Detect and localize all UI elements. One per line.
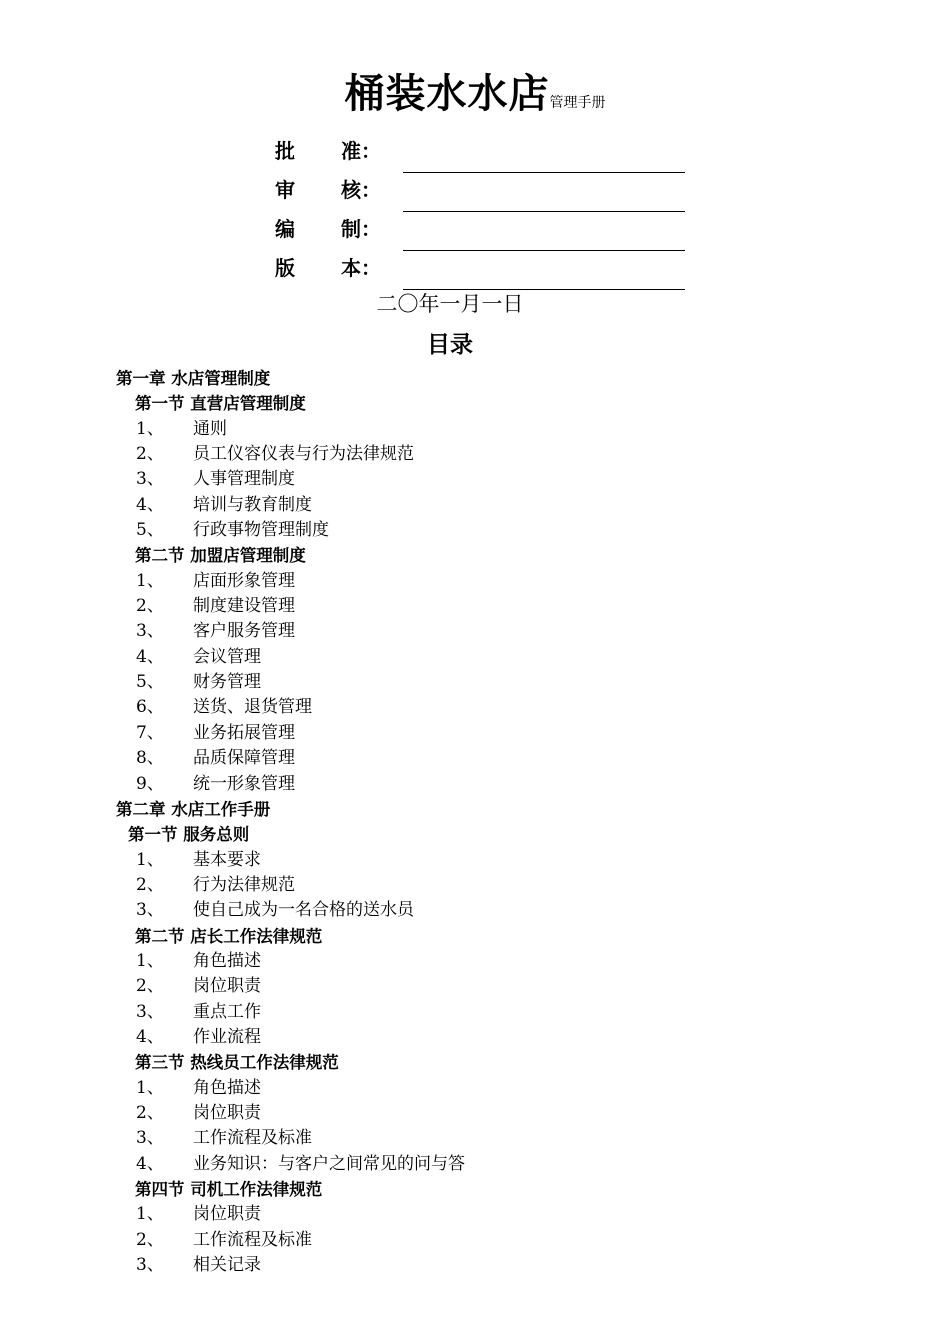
toc-section-row <box>0 1177 950 1202</box>
toc-item-number: 2、 <box>136 1102 164 1123</box>
toc-item-number: 1、 <box>136 418 164 439</box>
toc-item-number: 1、 <box>136 1077 164 1098</box>
toc-section-title: 第二节 店长工作法律规范 <box>135 926 323 946</box>
toc-item-number: 2、 <box>136 976 164 997</box>
toc-chapter-title: 第一章 水店管理制度 <box>116 369 271 388</box>
toc-item-number: 7、 <box>136 722 164 743</box>
toc-item-number: 4、 <box>136 494 164 515</box>
toc-section-title: 第一节 服务总则 <box>128 825 250 845</box>
toc-section-row <box>0 391 950 416</box>
toc-item-text: 品质保障管理 <box>193 748 295 769</box>
toc-chapter-title: 第二章 水店工作手册 <box>116 799 271 819</box>
approval-label-char: 编 <box>275 217 295 241</box>
toc-item-row <box>0 772 950 797</box>
toc-item-row <box>0 1076 950 1101</box>
toc-item-text: 角色描述 <box>193 1077 261 1098</box>
toc-item-number: 5、 <box>136 672 164 693</box>
toc-item-text: 岗位职责 <box>193 1102 261 1123</box>
toc-item-text: 行政事物管理制度 <box>193 520 329 541</box>
signature-line <box>403 172 685 173</box>
table-of-contents <box>0 366 950 1278</box>
toc-item-row <box>0 949 950 974</box>
toc-item-row <box>0 898 950 923</box>
toc-item-number: 4、 <box>136 646 164 667</box>
toc-item-number: 3、 <box>136 900 164 921</box>
toc-item-number: 1、 <box>136 570 164 591</box>
toc-item-number: 3、 <box>136 469 164 490</box>
toc-section-title: 第三节 热线员工作法律规范 <box>135 1053 339 1073</box>
toc-item-number: 2、 <box>136 874 164 895</box>
toc-item-row <box>0 1152 950 1177</box>
toc-item-text: 角色描述 <box>193 950 261 971</box>
toc-item-text: 会议管理 <box>193 646 261 667</box>
toc-item-row <box>0 518 950 543</box>
approval-label-char: 核： <box>341 178 381 202</box>
toc-item-row <box>0 493 950 518</box>
toc-item-text: 岗位职责 <box>193 976 261 997</box>
toc-item-row <box>0 619 950 644</box>
toc-item-text: 店面形象管理 <box>193 570 295 591</box>
toc-item-text: 财务管理 <box>193 672 261 693</box>
toc-item-number: 5、 <box>136 520 164 541</box>
toc-section-row <box>0 543 950 568</box>
toc-item-row <box>0 974 950 999</box>
toc-item-row <box>0 417 950 442</box>
toc-item-text: 业务知识：与客户之间常见的问与答 <box>193 1153 465 1174</box>
toc-item-number: 2、 <box>136 444 164 465</box>
toc-item-text: 客户服务管理 <box>193 621 295 642</box>
toc-section-title: 第一节 直营店管理制度 <box>135 394 306 414</box>
toc-item-row <box>0 594 950 619</box>
toc-item-number: 3、 <box>136 1128 164 1149</box>
toc-item-text: 重点工作 <box>193 1001 261 1022</box>
approval-label-char: 版 <box>275 256 295 280</box>
toc-item-number: 1、 <box>136 950 164 971</box>
toc-section-title: 第二节 加盟店管理制度 <box>135 546 306 566</box>
toc-item-number: 2、 <box>136 1229 164 1250</box>
toc-item-text: 人事管理制度 <box>193 469 295 490</box>
toc-item-number: 1、 <box>136 1204 164 1225</box>
toc-section-title: 第四节 司机工作法律规范 <box>135 1180 323 1199</box>
toc-section-row <box>0 822 950 847</box>
signature-line <box>403 211 685 212</box>
toc-item-row <box>0 695 950 720</box>
toc-item-text: 工作流程及标准 <box>193 1229 312 1250</box>
toc-item-number: 3、 <box>136 621 164 642</box>
toc-item-text: 基本要求 <box>193 849 261 870</box>
toc-item-text: 业务拓展管理 <box>193 722 295 743</box>
title-subtitle: 管理手册 <box>549 95 606 111</box>
toc-item-number: 9、 <box>136 773 164 794</box>
toc-item-text: 制度建设管理 <box>193 596 295 617</box>
toc-item-row <box>0 1202 950 1227</box>
title-main: 桶装水水店 <box>344 71 550 117</box>
toc-item-text: 送货、退货管理 <box>193 697 312 718</box>
toc-item-text: 培训与教育制度 <box>193 494 312 515</box>
toc-item-row <box>0 645 950 670</box>
toc-item-text: 员工仪容仪表与行为法律规范 <box>193 444 414 465</box>
toc-item-row <box>0 442 950 467</box>
toc-item-row <box>0 1025 950 1050</box>
toc-item-row <box>0 569 950 594</box>
toc-item-number: 8、 <box>136 748 164 769</box>
toc-item-text: 岗位职责 <box>193 1204 261 1225</box>
toc-heading: 目录 <box>427 332 473 358</box>
toc-item-number: 3、 <box>136 1255 164 1276</box>
toc-item-number: 4、 <box>136 1026 164 1047</box>
toc-item-row <box>0 873 950 898</box>
toc-chapter-row <box>0 366 950 391</box>
signature-line <box>403 250 685 251</box>
approval-label-char: 制： <box>341 217 381 241</box>
toc-item-row <box>0 467 950 492</box>
toc-item-number: 2、 <box>136 596 164 617</box>
toc-item-number: 6、 <box>136 697 164 718</box>
document-title <box>0 62 950 119</box>
toc-item-text: 通则 <box>193 418 227 439</box>
approval-label-char: 批 <box>275 139 295 163</box>
toc-item-row <box>0 1000 950 1025</box>
toc-item-number: 1、 <box>136 849 164 870</box>
toc-item-number: 3、 <box>136 1001 164 1022</box>
toc-item-row <box>0 746 950 771</box>
toc-section-row <box>0 1050 950 1075</box>
toc-item-text: 统一形象管理 <box>193 773 295 794</box>
approval-label-char: 准： <box>341 139 381 163</box>
approval-label-char: 本： <box>341 256 381 280</box>
toc-item-text: 作业流程 <box>193 1026 261 1047</box>
toc-item-row <box>0 848 950 873</box>
toc-item-row <box>0 1253 950 1278</box>
toc-chapter-row <box>0 797 950 822</box>
toc-item-row <box>0 1101 950 1126</box>
toc-item-text: 行为法律规范 <box>193 874 295 895</box>
document-date: 二〇年一月一日 <box>376 292 524 316</box>
toc-item-text: 工作流程及标准 <box>193 1128 312 1149</box>
toc-item-text: 相关记录 <box>193 1255 261 1276</box>
toc-item-text: 使自己成为一名合格的送水员 <box>193 900 414 921</box>
approval-label-char: 审 <box>275 178 295 202</box>
toc-item-row <box>0 1228 950 1253</box>
toc-item-row <box>0 1126 950 1151</box>
toc-item-row <box>0 670 950 695</box>
toc-section-row <box>0 924 950 949</box>
toc-item-row <box>0 721 950 746</box>
toc-item-number: 4、 <box>136 1153 164 1174</box>
